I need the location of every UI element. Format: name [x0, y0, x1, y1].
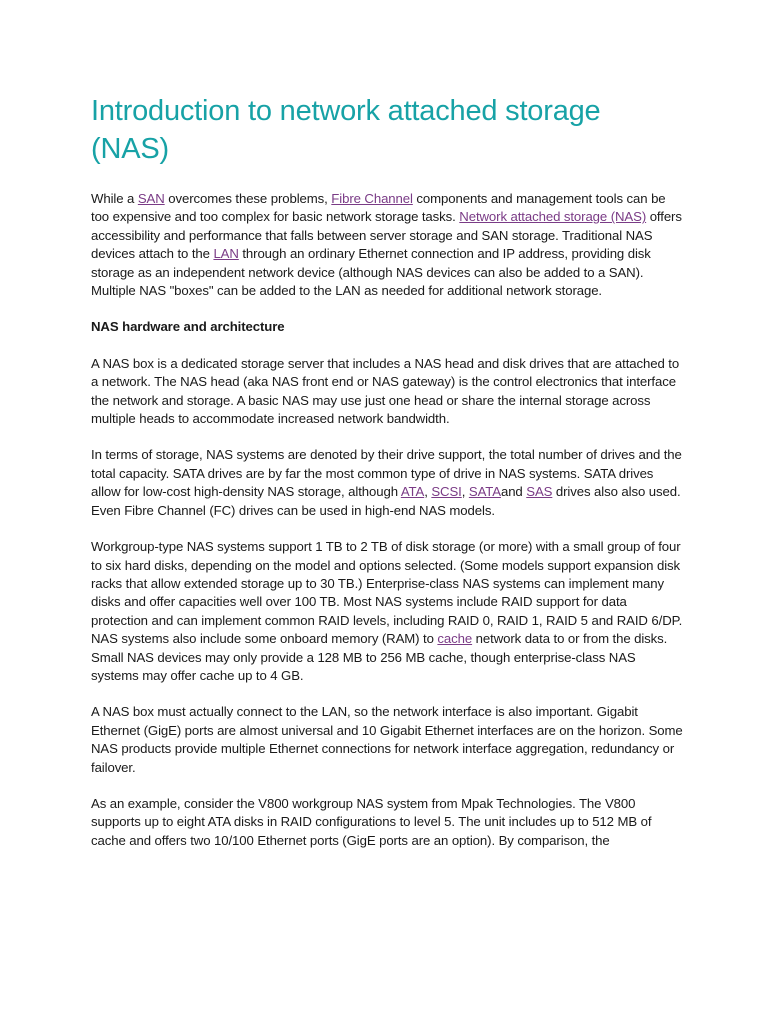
text-run: components and management tools can be too expensive and too complex for basic network storage tasks. — [91, 191, 666, 225]
link-fibre-channel[interactable]: Fibre Channel — [331, 191, 413, 206]
link-san[interactable]: SAN — [137, 191, 165, 206]
text-run: offers accessibility and performance that falls between server storage and SAN storage. Traditional NAS devices attach to the — [91, 209, 682, 262]
link-cache[interactable]: cache — [437, 631, 473, 647]
example-paragraph: As an example, consider the V800 workgroup NAS system from Mpak Technologies. The V800 supports up to eight ATA disks in RAID configurations to level 5. The unit includes up to 512 MB of cache and offers two 10/100 Ethernet ports (GigE ports are an option). By comparison, the — [91, 795, 652, 848]
link-sata[interactable]: SATA — [468, 484, 501, 500]
text-run: In terms of storage, NAS systems are denoted by their drive support, the total number of drives and the total capacity. SATA drives are by far the most common type of drive in NAS systems. SATA drives allow for low-cost high-density NAS storage, although — [91, 447, 682, 500]
text-run: Workgroup-type NAS systems support 1 TB to 2 TB of disk storage (or more) with a small group of four to six hard disks, depending on the model and options selected. (Some models support expansion disk racks that allow extended storage up to 30 TB.) Enterprise-class NAS systems can implement many disks and offer capacities well over 100 TB. Most NAS systems include RAID support for data protection and can implement common RAID levels, including RAID 0, RAID 1, RAID 5 and RAID 6/DP. NAS systems also include some onboard memory (RAM) to — [91, 539, 683, 647]
text-run: overcomes these problems, — [164, 191, 332, 206]
link-sas[interactable]: SAS — [526, 484, 553, 500]
document-title: Introduction to network attached storage (NAS) — [91, 95, 601, 165]
text-run: and — [500, 484, 527, 500]
link-lan[interactable]: LAN — [213, 246, 239, 262]
text-run: drives also also used. Even Fibre Channel (FC) drives can be used in high-end NAS models. — [91, 484, 681, 518]
document-page — [91, 92, 683, 868]
text-run: , — [461, 484, 469, 500]
hardware-paragraph: A NAS box is a dedicated storage server that includes a NAS head and disk drives that are attached to a network. The NAS head (aka NAS front end or NAS gateway) is the control electronics that interface the network and storage. A basic NAS may use just one head or share the internal storage across multiple heads to accommodate increased network bandwidth. — [91, 355, 680, 427]
workgroup-paragraph — [91, 538, 683, 685]
text-run: , — [424, 484, 432, 500]
intro-paragraph — [91, 190, 683, 300]
network-interface-paragraph: A NAS box must actually connect to the LAN, so the network interface is also important. Gigabit Ethernet (GigE) ports are almost universal and 10 Gigabit Ethernet interfaces are on the horizon. Some NAS products provide multiple Ethernet connections for network interface aggregation, redundancy or failover. — [91, 704, 683, 775]
text-run: While a — [91, 191, 138, 206]
section-heading: NAS hardware and architecture — [91, 319, 285, 335]
link-network-attached-storage[interactable]: Network attached storage (NAS) — [459, 209, 647, 225]
text-run: through an ordinary Ethernet connection and IP address, providing disk storage as an independent network device (although NAS devices can also be added to a SAN). Multiple NAS "boxes" can be added to the LAN as needed for additional network storage. — [91, 246, 651, 299]
link-ata[interactable]: ATA — [400, 484, 425, 500]
link-scsi[interactable]: SCSI — [431, 484, 462, 500]
text-run: network data to or from the disks. Small NAS devices may only provide a 128 MB to 256 MB cache, though enterprise-class NAS systems may offer cache up to 4 GB. — [91, 631, 668, 683]
storage-paragraph — [91, 446, 683, 520]
